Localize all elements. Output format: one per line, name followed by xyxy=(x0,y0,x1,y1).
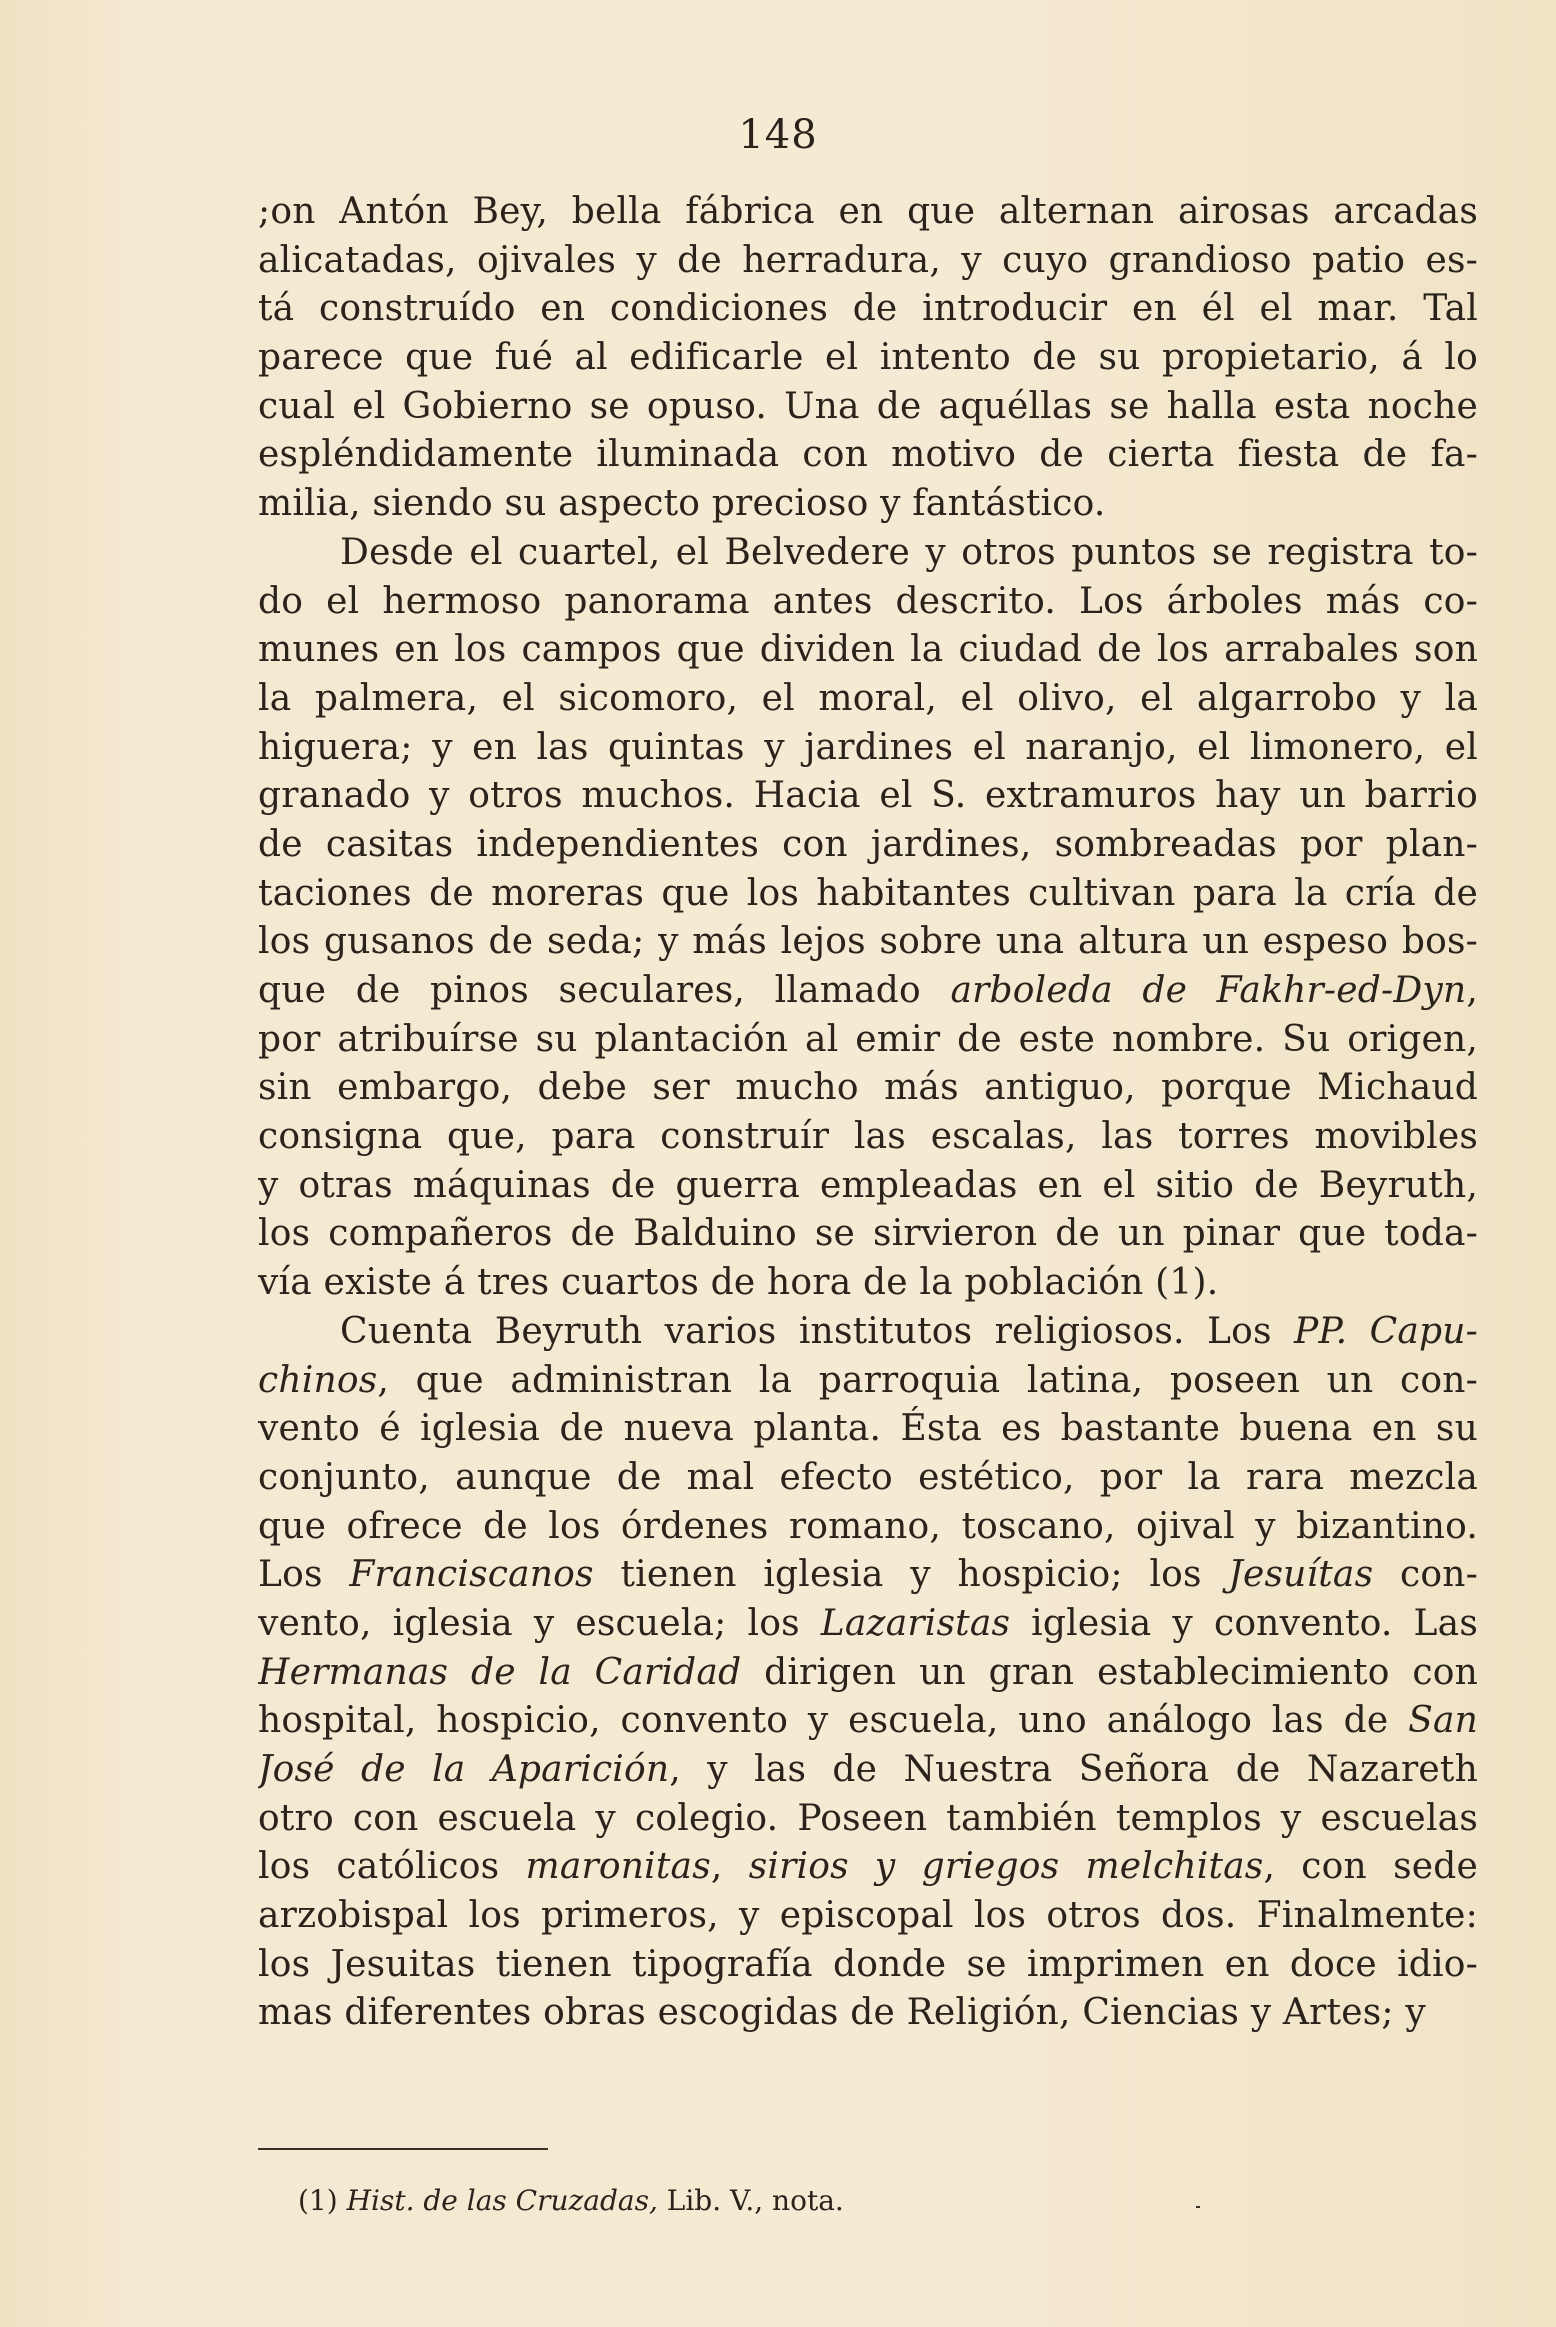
footnote-rest: Lib. V., nota. xyxy=(657,2184,844,2217)
text-span: dirigen un gran establecimiento con xyxy=(741,1651,1478,1693)
text-line xyxy=(258,1113,1478,1162)
text-span: vento é iglesia de nueva planta. Ésta es bastante buena en su xyxy=(258,1408,1478,1450)
text-line xyxy=(258,1746,1478,1795)
text-span: los Jesuitas tienen tipografía donde se imprimen en doce idio- xyxy=(258,1943,1478,1985)
footnote-italic: Hist. de las Cruzadas, xyxy=(346,2184,658,2217)
italic-span: Jesuítas xyxy=(1228,1554,1374,1596)
text-line xyxy=(258,724,1478,773)
text-span: , que administran la parroquia latina, poseen un con- xyxy=(377,1359,1478,1401)
text-span: vía existe á tres cuartos de hora de la población (1). xyxy=(258,1262,1219,1304)
text-line xyxy=(258,1210,1478,1259)
italic-span: Hermanas de la Caridad xyxy=(258,1651,742,1693)
text-span: los compañeros de Balduino se sirvieron de un pinar que toda- xyxy=(258,1213,1478,1255)
italic-span: maronitas xyxy=(525,1846,711,1888)
text-span: por atribuírse su plantación al emir de este nombre. Su origen, xyxy=(258,1018,1478,1060)
text-line xyxy=(258,1795,1478,1844)
text-span: Desde el cuartel, el Belvedere y otros puntos se registra to- xyxy=(340,531,1478,573)
text-line xyxy=(258,626,1478,675)
text-line xyxy=(258,1357,1478,1406)
text-span: tá construído en condiciones de introducir en él el mar. Tal xyxy=(258,288,1478,330)
text-span: espléndidamente iluminada con motivo de cierta fiesta de fa- xyxy=(258,434,1478,476)
italic-span: San xyxy=(1408,1700,1478,1742)
text-span: iglesia y convento. Las xyxy=(1010,1602,1478,1644)
text-line xyxy=(258,1989,1478,2038)
text-span: de casitas independientes con jardines, sombreadas por plan- xyxy=(258,823,1478,865)
text-span: vento, iglesia y escuela; los xyxy=(258,1602,821,1644)
text-line xyxy=(258,334,1478,383)
text-span: parece que fué al edificarle el intento de su propietario, á lo xyxy=(258,337,1478,379)
footnote xyxy=(298,2184,844,2217)
text-span: mas diferentes obras escogidas de Religión, Ciencias y Artes; y xyxy=(258,1992,1426,2034)
text-line xyxy=(258,578,1478,627)
text-line xyxy=(258,821,1478,870)
text-line xyxy=(258,1503,1478,1552)
text-span: la palmera, el sicomoro, el moral, el olivo, el algarrobo y la xyxy=(258,677,1478,719)
italic-span: arboleda de Fakhr-ed-Dyn xyxy=(950,970,1467,1011)
text-line xyxy=(258,1697,1478,1746)
text-line xyxy=(258,188,1478,237)
text-line xyxy=(258,1259,1478,1308)
text-line xyxy=(258,529,1478,578)
text-span: Cuenta Beyruth varios institutos religiosos. Los xyxy=(340,1310,1295,1352)
text-span: granado y otros muchos. Hacia el S. extramuros hay un barrio xyxy=(258,775,1478,817)
text-span: do el hermoso panorama antes descrito. Los árboles más co- xyxy=(258,580,1478,622)
text-span: taciones de moreras que los habitantes cultivan para la cría de xyxy=(258,872,1478,914)
text-line xyxy=(258,772,1478,821)
text-line xyxy=(258,1064,1478,1113)
italic-span: PP. Capu- xyxy=(1294,1310,1478,1352)
text-span: Los xyxy=(258,1554,350,1596)
text-line xyxy=(258,431,1478,480)
text-line xyxy=(258,1454,1478,1503)
text-span: conjunto, aunque de mal efecto estético, por la rara mezcla xyxy=(258,1456,1478,1498)
text-line xyxy=(258,1551,1478,1600)
italic-span: José de la Aparición xyxy=(258,1749,670,1790)
text-line xyxy=(258,480,1478,529)
text-span: sin embargo, debe ser mucho más antiguo, porque Michaud xyxy=(258,1067,1478,1109)
page-number: 148 xyxy=(738,112,818,158)
text-span: , y las de Nuestra Señora de Nazareth xyxy=(669,1749,1478,1790)
italic-span: sirios y griegos melchitas xyxy=(748,1846,1264,1888)
text-span: alicatadas, ojivales y de herradura, y cuyo grandioso patio es- xyxy=(258,239,1478,281)
text-line xyxy=(258,1892,1478,1941)
text-span: con- xyxy=(1373,1554,1478,1596)
text-span: que ofrece de los órdenes romano, toscano, ojival y bizantino. xyxy=(258,1505,1478,1547)
text-line xyxy=(258,1016,1478,1065)
text-span: hospital, hospicio, convento y escuela, uno análogo las de xyxy=(258,1700,1409,1742)
text-span: tienen iglesia y hospicio; los xyxy=(593,1554,1229,1596)
text-span: los católicos xyxy=(258,1846,526,1888)
text-line xyxy=(258,285,1478,334)
text-line xyxy=(258,1941,1478,1990)
body-text xyxy=(258,188,1478,2038)
text-span: cual el Gobierno se opuso. Una de aquéllas se halla esta noche xyxy=(258,385,1478,427)
text-span: arzobispal los primeros, y episcopal los otros dos. Finalmente: xyxy=(258,1895,1478,1937)
ink-mark xyxy=(1196,2206,1200,2208)
text-line xyxy=(258,1843,1478,1892)
text-span: que de pinos seculares, llamado xyxy=(258,970,951,1011)
text-span: , xyxy=(710,1846,749,1888)
text-line xyxy=(258,1308,1478,1357)
text-span: higuera; y en las quintas y jardines el naranjo, el limonero, el xyxy=(258,726,1478,768)
text-span: consigna que, para construír las escalas, las torres movibles xyxy=(258,1116,1478,1158)
text-line xyxy=(258,237,1478,286)
text-span: , con sede xyxy=(1263,1846,1478,1888)
text-span: y otras máquinas de guerra empleadas en el sitio de Beyruth, xyxy=(258,1164,1478,1206)
text-line xyxy=(258,1162,1478,1211)
text-span: ;on Antón Bey, bella fábrica en que alternan airosas arcadas xyxy=(258,191,1478,232)
text-span: milia, siendo su aspecto precioso y fantástico. xyxy=(258,483,1106,525)
italic-span: Lazaristas xyxy=(820,1602,1011,1644)
text-span: munes en los campos que dividen la ciudad de los arrabales son xyxy=(258,629,1478,671)
text-line xyxy=(258,1600,1478,1649)
text-span: otro con escuela y colegio. Poseen también templos y escuelas xyxy=(258,1797,1478,1839)
text-line xyxy=(258,383,1478,432)
footnote-rule xyxy=(258,2148,548,2150)
text-line xyxy=(258,675,1478,724)
footnote-number: (1) xyxy=(298,2184,338,2217)
text-line xyxy=(258,967,1478,1016)
text-line xyxy=(258,870,1478,919)
text-line xyxy=(258,1405,1478,1454)
text-span: los gusanos de seda; y más lejos sobre una altura un espeso bos- xyxy=(258,921,1478,963)
text-line xyxy=(258,918,1478,967)
italic-span: Franciscanos xyxy=(349,1554,594,1596)
italic-span: chinos xyxy=(258,1359,378,1401)
text-line xyxy=(258,1649,1478,1698)
text-span: , xyxy=(1466,970,1478,1011)
